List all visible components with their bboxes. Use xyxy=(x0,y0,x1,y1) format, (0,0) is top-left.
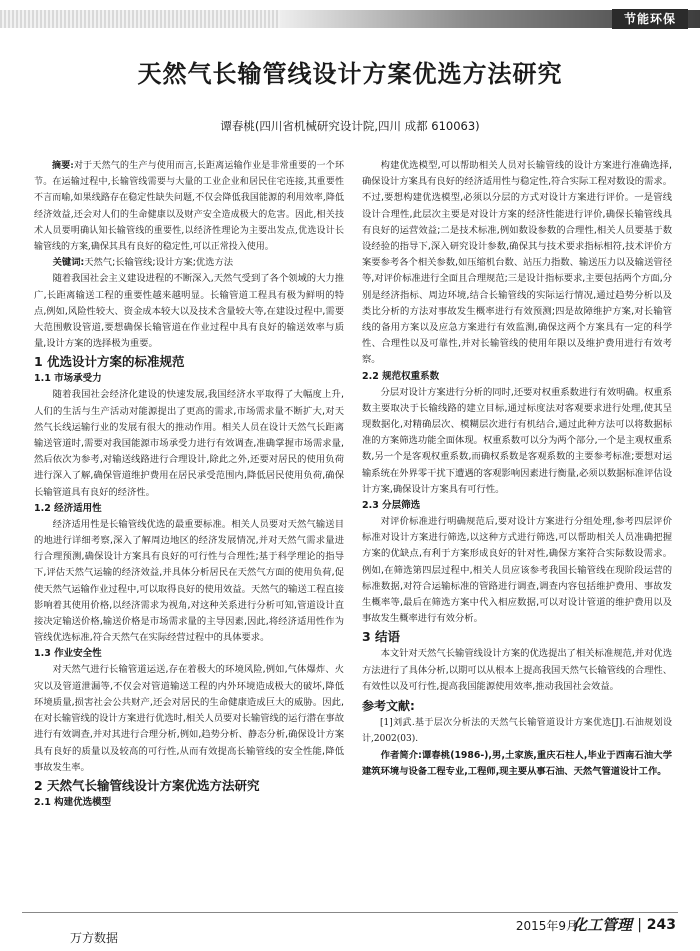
section-1-3-text: 对天然气进行长输管道运送,存在着极大的环境风险,例如,气体爆炸、火灾以及管道泄漏等,不仅会对管道输送工程的内外环境造成极大的破坏,降低环境质量,损害社会公共财产,还会对居民的生命健康造成巨大的威胁。因此,在对长输管线的设计方案进行优选时,相关人员要对长输管线的运行潜在事故进行有效调查,并对其进行合理分析,例如,趋势分析、静态分析,确保设计方案具有良好的质量以及较高的可行性,从而有效提高长输管线的安全性能,降低事故发生率。 xyxy=(34,664,344,773)
section-2-1-text: 构建优选模型,可以帮助相关人员对长输管线的设计方案进行准确选择,确保设计方案具有良好的经济适用性与稳定性,符合实际工程对数设的需求。不过,要想构建优选模型,必须以分层的方式对设计方案进行评价。一是管线设计合理性,此层次主要是对设计方案的经济性能进行评价,确保长输管线具有良好的运营效益;二是技术标准,例如数设参数的合理性,相关人员要基于数设经验的指导下,深入研究设计参数,确保其与技术要求指标相符,技术评价方案要参考各个相关参数,如压缩机台数、站压力指数、输送压力以及输送管径等,对评价标准进行全面且合理规范;三是设计指标要求,主要包括两个方面,分别是经济指标、周边环境,结合长输管线的实际运行情况,通过趋势分析以及类比分析的方法对事故发生概率进行有效预测;四是故障维护方案,对长输管线的备用方案以及应急方案进行有效监测,确保这两个方案具有一定的科学性、合理性以及可靠性,并对长输管线的使用年限以及维护费用进行有效考察。 xyxy=(362,160,672,366)
section-2-heading: 2 天然气长输管线设计方案优选方法研究 xyxy=(34,777,260,793)
author-bio-text: 谭春桃(1986-),男,土家族,重庆石柱人,毕业于西南石油大学建筑环境与设备工程专业,工程师,现主要从事石油、天然气管道设计工作。 xyxy=(362,749,673,777)
references-heading: 参考文献: xyxy=(362,699,415,714)
right-column xyxy=(362,158,672,780)
section-2-2-heading: 2.2 规范权重系数 xyxy=(362,370,440,382)
section-3-text: 本文针对天然气长输管线设计方案的优选提出了相关标准规范,并对优选方法进行了具体分析,以期可以从根本上提高我国天然气长输管线的合理性、有效性以及可行性,提高我国能源使用效率,推动我国社会效益。 xyxy=(362,648,672,692)
section-1-3-heading: 1.3 作业安全性 xyxy=(34,648,102,660)
section-2-1-heading: 2.1 构建优选模型 xyxy=(34,796,112,808)
watermark: 万方数据 xyxy=(70,931,119,945)
abstract-text: 对于天然气的生产与使用而言,长距离运输作业是非常重要的一个环节。在运输过程中,长输管线需要与大量的工业企业和居民住宅连接,其重要性不言而喻,如果线路存在稳定性缺失问题,不仅会降低我国能源的利用效率,降低经济效益,还会对人们的生命健康以及财产安全造成极大的危害。因此,相关技术人员要明确认知长输管线的重要性,以经济性理论为主要出发点,优选设计长输管线的方案,确保其具有良好的稳定性,可以正常投入使用。 xyxy=(34,161,344,253)
section-1-1-heading: 1.1 市场承受力 xyxy=(34,373,102,385)
left-column xyxy=(34,158,344,811)
keywords xyxy=(34,255,344,271)
keywords-text: 天然气;长输管线;设计方案;优选方法 xyxy=(84,257,234,269)
intro-paragraph: 随着我国社会主义建设进程的不断深入,天然气受到了各个领域的大力推广,长距离输送工程的重要性越来越明显。长输管道工程具有极为鲜明的特点,例如,风险性较大、资金成本较大以及技术含量较大等,在建设过程中,需要大范围敷设管道,要想确保长输管道在作业过程中具有良好的输送效率与质量,设计方案的选择极为重要。 xyxy=(34,273,344,350)
page-number: 243 xyxy=(646,917,676,933)
abstract-label: 摘要: xyxy=(52,161,74,171)
section-1-1-text: 随着我国社会经济化建设的快速发展,我国经济水平取得了大幅度上升,人们的生活与生产活动对能源提出了更高的需求,市场需求量不断扩大,对天然气长线运输行业的发展有很大的推动作用。相关人员在设计天然气长距离输送管道时,需要对我国能源市场承受力进行有效调查,准确掌握市场需求量,然后依次为参考,对输送线路进行合理设计,除此之外,还要对居民的使用负荷进行深入了解,确保管道维护费用在居民承受范围内,降低居民使用负荷,确保长输管道具有良好的经济性。 xyxy=(34,389,344,498)
reference-1: [1]刘武.基于层次分析法的天然气长输管道设计方案优选[J].石油规划设计,2002(03). xyxy=(362,718,672,745)
section-1-2-text: 经济适用性是长输管线优选的最重要标准。相关人员要对天然气输送目的地进行详细考察,深入了解周边地区的经济发展情况,并对天然气需求量进行合理预测,确保设计方案具有良好的可行性与合理性;基于科学理论的指导下,评估天然气运输的经济效益,并具体分析居民在天然气方面的使用负荷,促使天然气运输作业过程中,可以取得良好的使用效益。天然气的输送工程直接影响着其使用价格,以经济需求为视角,对这种关系进行分析可知,管道设计直接决定输送价格,输送价格是市场需求量的主导因素,因此,将经济适用性作为管线优选标准,符合天然气在实际经营过程中的具体要求。 xyxy=(34,518,344,644)
section-tag: 节能环保 xyxy=(612,9,688,29)
footer-date: 2015年9月 xyxy=(515,919,578,933)
article-title: 天然气长输管线设计方案优选方法研究 xyxy=(137,60,563,88)
section-2-2-text: 分层对设计方案进行分析的同时,还要对权重系数进行有效明确。权重系数主要取决于长输线路的建立目标,通过标度法对客观要求进行处理,使其呈现数据化,对精确层次、模糊层次进行有机结合,通过此种方法可以将数据标准的方案筛选功能全面体现。权重系数可以分为两个部分,一个是主观权重系数,另一个是客观权重系数,而确权系数是客观系数的主要参考标准;要想对运输系统在外界零干扰下遭遇的客观影响因素进行衡量,必须以数据标准评估设计方案,确保设计方案具有可行性。 xyxy=(362,386,672,495)
author-bio-label: 作者简介: xyxy=(380,749,422,761)
footer-separator: | xyxy=(637,917,642,933)
section-1-heading: 1 优选设计方案的标准规范 xyxy=(34,354,185,370)
footer-rule xyxy=(22,912,678,913)
abstract xyxy=(34,158,344,255)
section-1-2-heading: 1.2 经济适用性 xyxy=(34,502,102,514)
author-line: 谭春桃(四川省机械研究设计院,四川 成都 610063) xyxy=(220,119,480,133)
keywords-label: 关键词: xyxy=(52,257,85,269)
section-2-3-heading: 2.3 分层筛选 xyxy=(362,500,421,512)
section-3-heading: 3 结语 xyxy=(362,629,401,645)
author-bio xyxy=(362,748,672,780)
footer-magazine: 化工管理 xyxy=(571,916,632,934)
section-2-3-text: 对评价标准进行明确规范后,要对设计方案进行分组处理,参考四层评价标准对设计方案进行筛选,以这种方式进行筛选,可以帮助相关人员准确把握方案的优缺点,有利于方案形成良好的针对性,确保方案符合实际数设需求。例如,在筛选第四层过程中,相关人员应该参考我国长输管线在现阶段运营的标准数据,对符合运输标准的管路进行调查,调查内容包括维护费用、事故发生概率等,最后在筛选方案中代入相应数据,可以对设计管道的维护费用以及事故发生概率进行有效分析。 xyxy=(362,516,672,625)
